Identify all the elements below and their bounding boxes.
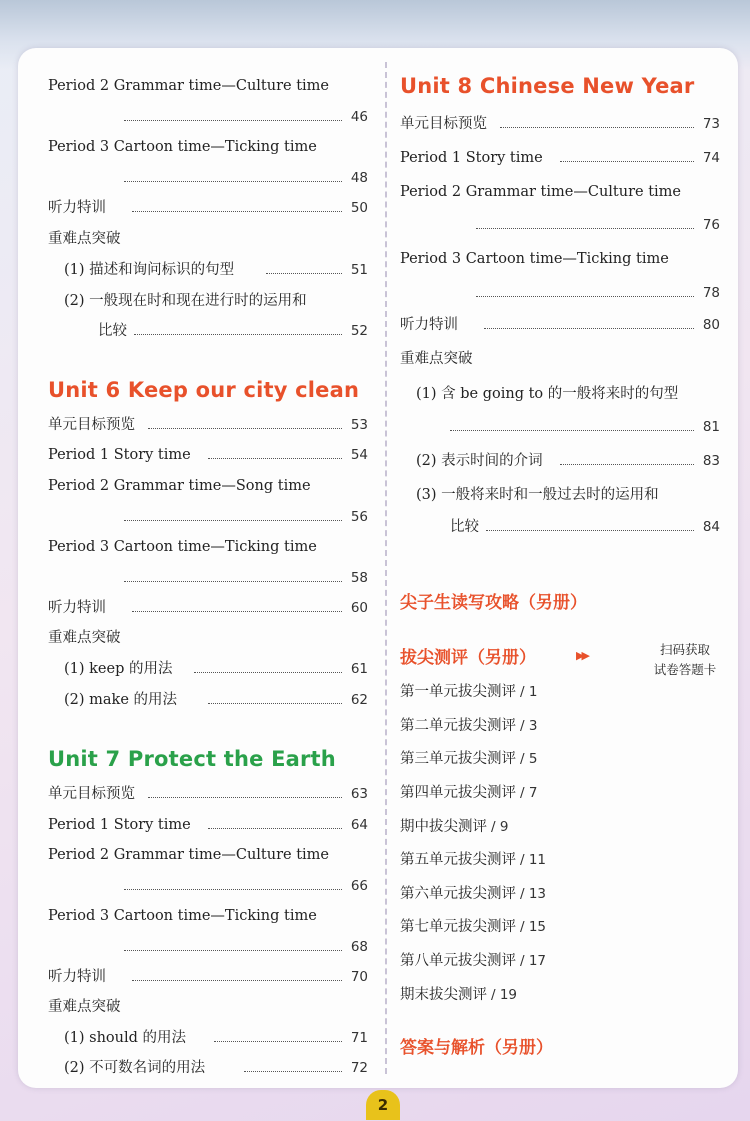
test-label: 第一单元拔尖测评 (400, 684, 516, 700)
entry-label: 听力特训 (400, 317, 458, 333)
double-arrow-icon: ▶▶ (576, 649, 587, 662)
entry-label: (3) 一般将来时和一般过去时的运用和 (416, 487, 659, 503)
tests-title-label: 拔尖测评（另册） (400, 648, 536, 668)
toc-entry[interactable] (48, 842, 370, 868)
page-number: 74 (702, 150, 720, 166)
page-number: 62 (350, 692, 368, 708)
page-number: 46 (350, 109, 368, 125)
toc-entry[interactable] (48, 781, 370, 807)
page-number: 84 (702, 519, 720, 535)
page-number-badge (366, 1090, 400, 1120)
toc-entry-leader (48, 873, 370, 899)
test-item[interactable] (400, 680, 537, 701)
dot-leader (124, 950, 342, 951)
page-number: 56 (350, 509, 368, 525)
entry-label: Period 2 Grammar time—Culture time (48, 847, 330, 863)
entry-label: Period 2 Grammar time—Culture time (400, 184, 682, 200)
toc-entry[interactable] (48, 134, 370, 160)
test-item[interactable] (400, 747, 537, 768)
toc-entry-leader (400, 414, 722, 440)
dot-leader (244, 1071, 342, 1072)
entry-label: (1) keep 的用法 (64, 661, 173, 677)
entry-label: Period 3 Cartoon time—Ticking time (48, 908, 317, 924)
entry-label: (1) 描述和询问标识的句型 (64, 262, 235, 278)
toc-entry[interactable] (48, 964, 370, 990)
dot-leader (132, 980, 342, 981)
entry-label: 单元目标预览 (48, 417, 135, 433)
scan-note (640, 640, 730, 680)
test-page: / 19 (491, 987, 518, 1003)
page-number: 54 (350, 447, 368, 463)
page-number: 73 (702, 116, 720, 132)
toc-entry-leader (400, 280, 722, 306)
page-number: 63 (350, 786, 368, 802)
entry-label: Period 3 Cartoon time—Ticking time (48, 539, 317, 555)
toc-entry[interactable] (48, 595, 370, 621)
dot-leader (476, 296, 694, 297)
toc-entry[interactable] (400, 482, 722, 508)
toc-entry[interactable] (48, 195, 370, 221)
dot-leader (132, 211, 342, 212)
test-label: 第四单元拔尖测评 (400, 785, 516, 801)
page-number: 83 (702, 453, 720, 469)
toc-entry[interactable] (48, 288, 370, 314)
test-page: / 3 (520, 718, 538, 734)
toc-entry[interactable] (48, 534, 370, 560)
page-number: 52 (350, 323, 368, 339)
test-label: 第三单元拔尖测评 (400, 751, 516, 767)
dot-leader (134, 334, 342, 335)
test-page: / 11 (520, 852, 547, 868)
dot-leader (450, 430, 694, 431)
dot-leader (476, 228, 694, 229)
test-label: 第五单元拔尖测评 (400, 852, 516, 868)
entry-label: Period 2 Grammar time—Culture time (48, 78, 330, 94)
entry-label: 单元目标预览 (48, 786, 135, 802)
page-number: 48 (350, 170, 368, 186)
dot-leader (208, 703, 342, 704)
entry-label: (2) make 的用法 (64, 692, 178, 708)
entry-label: (2) 一般现在时和现在进行时的运用和 (64, 293, 307, 309)
toc-entry[interactable] (400, 448, 722, 474)
page-number: 68 (350, 939, 368, 955)
toc-entry[interactable] (48, 812, 370, 838)
dot-leader (124, 120, 342, 121)
toc-entry[interactable] (400, 111, 722, 137)
reading-supplement-title[interactable]: 尖子生读写攻略（另册） (400, 593, 587, 613)
test-item[interactable] (400, 882, 546, 903)
test-item[interactable] (400, 983, 517, 1004)
test-page: / 5 (520, 751, 538, 767)
test-page: / 1 (520, 684, 538, 700)
page-number: 58 (350, 570, 368, 586)
entry-label-cont: 比较 (98, 323, 127, 339)
toc-entry[interactable] (48, 442, 370, 468)
test-item[interactable] (400, 781, 537, 802)
entry-label: 重难点突破 (48, 231, 121, 247)
test-page: / 9 (491, 819, 509, 835)
dot-leader (560, 464, 694, 465)
toc-entry[interactable] (48, 73, 370, 99)
toc-entry-leader (48, 565, 370, 591)
entry-label: 重难点突破 (48, 630, 121, 646)
entry-label: 重难点突破 (48, 999, 121, 1015)
unit-7-title[interactable]: Unit 7 Protect the Earth (48, 747, 336, 771)
test-page: / 13 (520, 886, 547, 902)
entry-label: 听力特训 (48, 200, 106, 216)
test-page: / 15 (520, 919, 547, 935)
toc-entry[interactable] (48, 656, 370, 682)
test-item[interactable] (400, 848, 546, 869)
toc-entry[interactable] (400, 381, 722, 407)
entry-label: (1) should 的用法 (64, 1030, 187, 1046)
dot-leader (500, 127, 694, 128)
toc-heading (48, 994, 370, 1020)
test-label: 期末拔尖测评 (400, 987, 487, 1003)
test-label: 第二单元拔尖测评 (400, 718, 516, 734)
toc-entry[interactable] (400, 246, 722, 272)
test-page: / 7 (520, 785, 538, 801)
page-number: 64 (350, 817, 368, 833)
test-page: / 17 (520, 953, 547, 969)
page-number: 51 (350, 262, 368, 278)
dot-leader (484, 328, 694, 329)
test-item[interactable] (400, 949, 546, 970)
unit-8-title[interactable]: Unit 8 Chinese New Year (400, 74, 695, 98)
test-item[interactable] (400, 815, 508, 836)
entry-label: Period 3 Cartoon time—Ticking time (48, 139, 317, 155)
toc-entry[interactable] (48, 473, 370, 499)
toc-entry[interactable] (400, 145, 722, 171)
entry-label-cont: 比较 (450, 519, 479, 535)
dot-leader (214, 1041, 342, 1042)
test-label: 第六单元拔尖测评 (400, 886, 516, 902)
toc-entry-leader (48, 934, 370, 960)
dot-leader (486, 530, 694, 531)
page-number: 70 (350, 969, 368, 985)
column-divider (385, 62, 387, 1074)
page-number: 72 (350, 1060, 368, 1076)
dot-leader (132, 611, 342, 612)
entry-label: Period 3 Cartoon time—Ticking time (400, 251, 669, 267)
answers-title[interactable]: 答案与解析（另册） (400, 1038, 553, 1058)
toc-entry-leader (400, 212, 722, 238)
entry-label: 单元目标预览 (400, 116, 487, 132)
unit-6-title[interactable]: Unit 6 Keep our city clean (48, 378, 360, 402)
dot-leader (148, 428, 342, 429)
test-label: 期中拔尖测评 (400, 819, 487, 835)
entry-label: 听力特训 (48, 969, 106, 985)
page-number: 80 (702, 317, 720, 333)
tests-title[interactable] (400, 643, 587, 668)
entry-label: (1) 含 be going to 的一般将来时的句型 (416, 386, 679, 402)
dot-leader (208, 828, 342, 829)
page-number: 61 (350, 661, 368, 677)
entry-label: 听力特训 (48, 600, 106, 616)
page-number: 76 (702, 217, 720, 233)
page-number: 53 (350, 417, 368, 433)
test-item[interactable] (400, 714, 537, 735)
page-number: 78 (702, 285, 720, 301)
dot-leader (560, 161, 694, 162)
toc-entry[interactable] (48, 1025, 370, 1051)
entry-label: (2) 表示时间的介词 (416, 453, 543, 469)
dot-leader (124, 181, 342, 182)
toc-entry-leader (48, 318, 370, 344)
dot-leader (266, 273, 342, 274)
page-number: 66 (350, 878, 368, 894)
toc-entry[interactable] (48, 687, 370, 713)
toc-entry-leader (48, 504, 370, 530)
toc-entry-leader (400, 514, 722, 540)
entry-label: Period 2 Grammar time—Song time (48, 478, 311, 494)
page-number-text: 2 (377, 1096, 389, 1114)
entry-label: (2) 不可数名词的用法 (64, 1060, 206, 1076)
dot-leader (194, 672, 342, 673)
dot-leader (148, 797, 342, 798)
page-number: 60 (350, 600, 368, 616)
toc-entry-leader (48, 165, 370, 191)
toc-entry[interactable] (400, 312, 722, 338)
toc-heading (48, 226, 370, 252)
toc-entry[interactable] (48, 412, 370, 438)
test-label: 第七单元拔尖测评 (400, 919, 516, 935)
dot-leader (124, 581, 342, 582)
dot-leader (208, 458, 342, 459)
test-label: 第八单元拔尖测评 (400, 953, 516, 969)
toc-entry[interactable] (48, 1055, 370, 1081)
page-number: 50 (350, 200, 368, 216)
entry-label: 重难点突破 (400, 351, 473, 367)
toc-entry[interactable] (48, 257, 370, 283)
toc-entry[interactable] (48, 903, 370, 929)
scan-note-line-1: 扫码获取 (659, 642, 710, 657)
scan-note-line-2: 试卷答题卡 (653, 662, 717, 677)
dot-leader (124, 889, 342, 890)
page-number: 81 (702, 419, 720, 435)
test-item[interactable] (400, 915, 546, 936)
entry-label: Period 1 Story time (48, 447, 191, 463)
toc-heading (400, 346, 722, 372)
toc-entry[interactable] (400, 179, 722, 205)
dot-leader (124, 520, 342, 521)
toc-entry-leader (48, 104, 370, 130)
entry-label: Period 1 Story time (48, 817, 191, 833)
entry-label: Period 1 Story time (400, 150, 543, 166)
toc-heading (48, 625, 370, 651)
page-number: 71 (350, 1030, 368, 1046)
